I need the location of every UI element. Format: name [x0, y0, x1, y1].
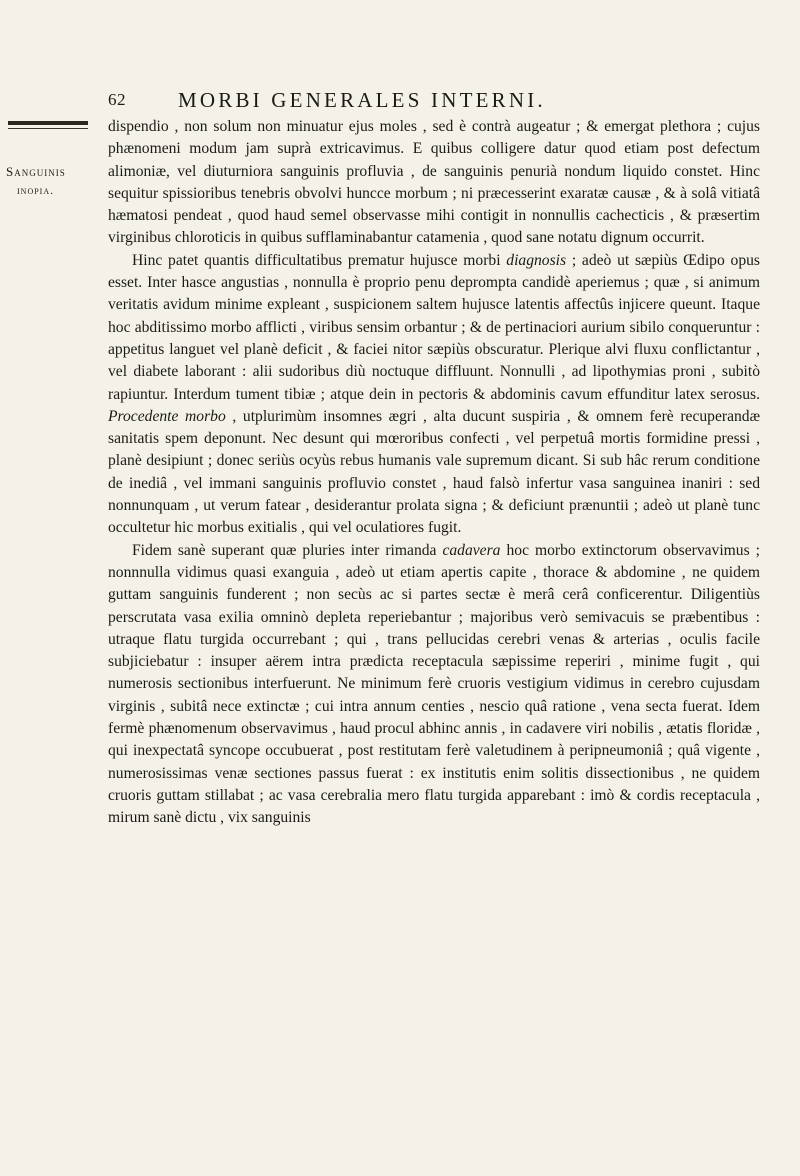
- text-run: hoc morbo extinctorum observavimus ; nonnnulla vidimus quasi exanguia , adeò ut etiam apertis capite , thorace & abdomine , ne quidem guttam sanguinis funderent ; non secùs ac si partes sectæ è merâ cerâ conficerentur. Diligentiùs perscrutata vasa exilia omninò depleta reperiebantur ; majoribus verò semivacuis se præbentibus : utraque flatu turgida occurrebant ; qui , trans pellucidas cerebri venas & arterias , oculis facile subjiciebatur : insuper aërem intra prædicta receptacula sæpissime reperiri , minime fugit , qui numerosis sectionibus interfuerunt. Ne minimum ferè cruoris vestigium vidimus in cerebro cujusdam virginis , subitâ nece extinctæ ; cui intra annum centies , nescio quâ ratione , vena secta fuerat. Idem fermè phænomenum observavimus , haud procul abhinc annis , in cadavere viri nobilis , ætatis floridæ , qui inexpectatâ syncope occubuerat , post restitutam ferè valetudinem à peripneumoniâ ; quâ vigente , numerosissimas venæ sectiones passus fuerat : ex institutis enim solitis dissectionibus , ne quidem cruoris guttam stillabat ; ac vasa cerebralia mero flatu turgida apparebant : imò & cordis receptacula , mirum sanè dictu , vix sanguinis: [108, 541, 760, 827]
- text-run: , utplurimùm insomnes ægri , alta ducunt suspiria , & omnem ferè recuperandæ sanitatis spem deponunt. Nec desunt qui mœroribus confecti , vel perpetuâ mortis formidine pressi , planè desipiunt ; donec seriùs ocyùs rebus humanis vale supremum dicant. Si sub hâc rerum conditione de inediâ , vel immani sanguinis profluvio constet , haud falsò infertur vasa sanguinea inaniri : sed nonnunquam , ut verum fatear , desiderantur prolata signa ; & deficiunt prænuntii ; adeò ut planè tunc occultetur hic morbus exitialis , qui vel oculatiores fugit.: [108, 407, 760, 537]
- marginal-note-line: Sanguinis: [6, 164, 66, 179]
- paragraph-2: [108, 250, 760, 540]
- body-text: [108, 116, 760, 830]
- marginal-note: [6, 162, 96, 200]
- running-title: MORBI GENERALES INTERNI.: [178, 88, 546, 112]
- italic-term: cadavera: [442, 541, 501, 559]
- text-run: ; adeò ut sæpiùs Œdipo opus esset. Inter hasce angustias , nonnulla è proprio penu deprompta candidè aperiemus ; quæ , si animum veritatis avidum minime expleant , suspicionem saltem hujusce latentis affectûs injicere queunt. Itaque hoc abditissimo morbo afflicti , viribus sensim orbantur ; & de pertinaciori aurium sibilo conqueruntur : appetitus languet vel planè deficit , & faciei nitor sæpiùs obscuratur. Plerique alvi fluxu conflictantur , vel diabete laborant : alii sudoribus diù noctuque diffluunt. Nonnulli , ad lipothymias proni , subitò rapiuntur. Interdum tument tibiæ ; atque dein in pectoris & abdominis cavum effunditur latex serosus.: [108, 251, 760, 403]
- text-run: Fidem sanè superant quæ pluries inter rimanda: [132, 541, 443, 559]
- italic-term: diagnosis: [506, 251, 567, 269]
- paragraph-3: [108, 540, 760, 830]
- paragraph-1: dispendio , non solum non minuatur ejus moles , sed è contrà augeatur ; & emergat plethora ; cujus phænomeni modum jam suprà extricavimus. E quibus colligere datur quod etiam post defectum alimoniæ, vel diuturniora sanguinis profluvia , de sanguinis penurià nondum liquido constet. Hinc sequitur spissioribus tenebris obvolvi huncce morbum ; ni præcesserint exaratæ causæ , & à solâ vitiatâ hæmatosi pendeat , quod haud semel observasse mihi contigit in nonnullis cachecticis , & præsertim virginibus chloroticis in quibus sufflaminabantur catamenia , quod sane notatu dignum occurrit.: [108, 118, 760, 247]
- text-run: Hinc patet quantis difficultatibus prematur hujusce morbi: [132, 251, 507, 269]
- italic-term: Procedente morbo: [108, 407, 226, 425]
- marginal-note-line: inopia.: [17, 183, 55, 197]
- ornamental-rule: [8, 121, 88, 125]
- page-number: 62: [108, 90, 126, 109]
- page-header: [108, 88, 748, 114]
